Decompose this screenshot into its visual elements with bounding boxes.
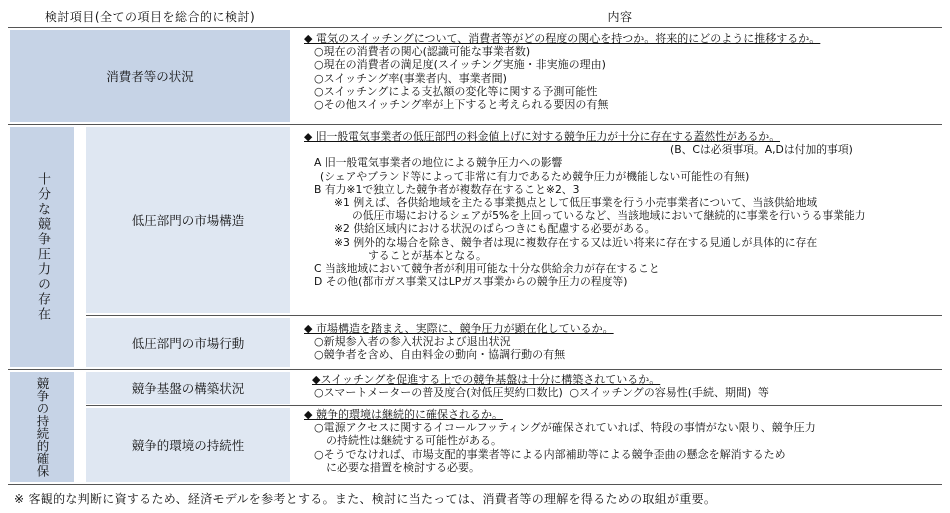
column-header-content: 内容 <box>607 10 633 24</box>
consumer-line-4: ○スイッチングによる支払額の変化等に関する予測可能性 <box>314 84 598 98</box>
label-consumer: 消費者等の状況 <box>106 69 194 84</box>
content-market-structure <box>304 130 944 288</box>
row-label-consumer <box>10 30 290 122</box>
row-divider <box>86 315 942 316</box>
mb-line-2: ○競争者を含め、自由料金の動向・協調行動の有無 <box>314 348 566 362</box>
row-divider <box>8 124 942 125</box>
group-label-sustain <box>10 372 74 482</box>
label-market-behavior: 低圧部門の市場行動 <box>131 335 245 351</box>
content-foundation <box>304 373 944 399</box>
ms-line-2: A 旧一般電気事業者の地位による競争圧力への影響 <box>314 156 563 170</box>
label-sufficient: 十分な競争圧力の存在 <box>35 172 50 322</box>
group-label-sufficient <box>10 127 74 367</box>
ms-line-8: ※3 例外的な場合を除き、競争者は現に複数存在する又は近い将来に存在する見通しが具体的に存在 <box>334 235 818 249</box>
ms-line-7: ※2 供給区域内における状況のばらつきにも配慮する必要がある。 <box>334 222 656 236</box>
footer-note: ※ 客観的な判断に資するため、経済モデルを参考とする。また、検討に当たっては、消費者等の理解を得るための取組が重要。 <box>14 492 717 506</box>
row-divider <box>86 405 942 406</box>
content-sustainability <box>304 408 944 474</box>
content-consumer <box>304 32 944 111</box>
row-label-sustainability <box>86 408 290 482</box>
ms-line-9: することが基本となる。 <box>368 248 487 262</box>
row-label-market-structure <box>86 127 290 313</box>
mb-line-0: ◆ 市場構造を踏まえ、実際に、競争圧力が顕在化しているか。 <box>304 322 614 335</box>
ms-line-10: C 当該地域において競争者が利用可能な十分な供給余力が存在すること <box>314 262 660 276</box>
row-label-foundation <box>86 372 290 404</box>
ms-line-6: の低圧市場におけるシェアが5%を上回っているなど、当該地域において継続的に事業を行いうる事業能力 <box>352 209 866 223</box>
ms-line-4: B 有力※1で独立した競争者が複数存在すること※2、3 <box>314 182 580 196</box>
label-foundation: 競争基盤の構築状況 <box>131 381 245 396</box>
row-divider <box>8 369 942 370</box>
su-line-4: に必要な措置を検討する必要。 <box>326 460 480 474</box>
consumer-line-2: ○現在の消費者の満足度(スイッチング実施・非実施の理由) <box>314 58 606 72</box>
su-line-2: の持続性は継続する可能性がある。 <box>326 434 502 448</box>
row-label-market-behavior <box>86 318 290 367</box>
header-divider <box>8 27 942 28</box>
ms-line-5: ※1 例えば、各供給地域を主たる事業拠点として低圧事業を行う小売事業者について、当該供給地域 <box>334 196 818 210</box>
ms-line-11: D その他(都市ガス事業又はLPガス事業からの競争圧力の程度等) <box>314 275 628 289</box>
consumer-line-1: ○現在の消費者の関心(認識可能な事業者数) <box>314 45 531 59</box>
su-line-0: ◆ 競争的環境は継続的に確保されるか。 <box>304 408 503 421</box>
mb-line-1: ○新規参入者の参入状況および退出状況 <box>314 335 511 349</box>
consumer-line-3: ○スイッチング率(事業者内、事業者間) <box>314 71 507 85</box>
label-sustain: 競争の持続的確保 <box>35 377 50 477</box>
table-bottom-rule <box>8 484 942 485</box>
ms-line-3: (シェアやブランド等によって非常に有力であるため競争圧力が機能しない可能性の有無) <box>320 169 750 183</box>
su-line-1: ○電源アクセスに関するイコールフッティングが確保されていれば、特段の事情がない限り、競争圧力 <box>314 421 816 435</box>
consumer-line-0: ◆ 電気のスイッチングについて、消費者等がどの程度の関心を持つか。将来的にどのように推移するか。 <box>304 32 821 45</box>
column-header-items: 検討項目(全ての項目を総合的に検討) <box>44 10 256 24</box>
ms-line-0: ◆ 旧一般電気事業者の低圧部門の料金値上げに対する競争圧力が十分に存在する蓋然性があるか。 <box>304 130 780 143</box>
consumer-line-5: ○その他スイッチング率が上下すると考えられる要因の有無 <box>314 98 609 112</box>
label-market-structure: 低圧部門の市場構造 <box>131 213 245 228</box>
ms-line-1: (B、Cは必須事項。A,Dは付加的事項) <box>670 143 853 157</box>
su-line-3: ○そうでなければ、市場支配的事業者等による内部補助等による競争歪曲の懸念を解消するため <box>314 447 786 461</box>
content-market-behavior <box>304 322 944 362</box>
fd-line-1: ○スマートメーターの普及度合(対低圧契約口数比) ○スイッチングの容易性(手続、期間) 等 <box>314 386 769 400</box>
fd-line-0: ◆スイッチングを促進する上での競争基盤は十分に構築されているか。 <box>312 373 661 386</box>
label-sustainability: 競争的環境の持続性 <box>131 438 245 453</box>
